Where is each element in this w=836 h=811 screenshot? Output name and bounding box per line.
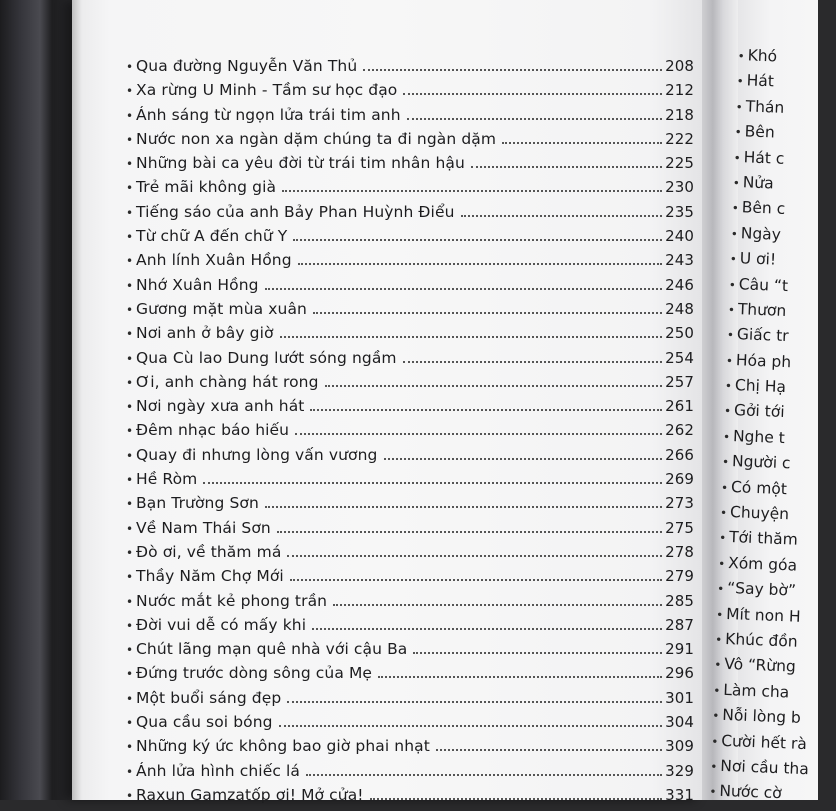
toc-entry-partial (720, 477, 819, 506)
bullet-icon: • (716, 581, 725, 597)
toc-entry (126, 567, 694, 591)
toc-entry-page: 275 (665, 518, 694, 537)
toc-entry (126, 689, 694, 713)
toc-entry (126, 737, 694, 761)
toc-entry-page: 218 (665, 105, 694, 124)
dot-leader (384, 458, 663, 460)
dot-leader (312, 628, 662, 630)
toc-entry-title: Mít non H (725, 604, 801, 626)
toc-entry-title: Xóm góa (727, 553, 798, 575)
toc-entry-title: Quay đi nhưng lòng vấn vương (136, 445, 378, 464)
toc-entry-title: Chị Hạ (734, 376, 787, 397)
toc-entry-partial (712, 706, 811, 735)
toc-entry-title: Câu “t (738, 274, 789, 295)
bullet-icon: • (126, 594, 134, 609)
toc-entry-partial (733, 147, 832, 176)
toc-entry-page: 296 (665, 664, 694, 683)
toc-entry-title: Thán (745, 97, 785, 117)
bullet-icon: • (126, 254, 134, 269)
toc-entry-title: Nơi cầu tha (720, 756, 810, 779)
toc-entry-page: 279 (665, 567, 694, 586)
toc-entry (126, 543, 694, 567)
toc-entry-partial (736, 71, 835, 100)
table-of-contents (126, 57, 694, 810)
bullet-icon: • (126, 400, 134, 415)
bullet-icon: • (735, 99, 744, 115)
bullet-icon: • (126, 157, 134, 172)
toc-entry-title: Nhớ Xuân Hồng (136, 275, 259, 294)
toc-entry-title: Tới thăm (728, 528, 799, 550)
toc-entry-partial (723, 401, 822, 430)
dot-leader (370, 798, 662, 800)
toc-entry-partial (721, 452, 820, 481)
toc-entry (126, 203, 694, 227)
dot-leader (293, 239, 662, 241)
bullet-icon: • (126, 205, 134, 220)
toc-entry-title: Nửa (742, 173, 775, 193)
bullet-icon: • (715, 607, 724, 622)
bullet-icon: • (126, 570, 134, 585)
bullet-icon: • (126, 327, 134, 342)
toc-entry-page: 329 (665, 761, 694, 780)
bullet-icon: • (710, 759, 718, 774)
toc-entry-title: Nước mắt kẻ phong trần (136, 591, 328, 610)
toc-entry-page: 257 (665, 372, 694, 391)
bullet-icon: • (737, 48, 745, 64)
dot-leader (413, 652, 662, 654)
toc-entry (126, 300, 694, 324)
toc-entry-partial (730, 224, 829, 253)
bullet-icon: • (711, 734, 719, 749)
toc-entry-page: 235 (665, 202, 694, 221)
bullet-icon: • (732, 175, 741, 191)
bullet-icon: • (126, 132, 134, 147)
toc-entry-title: Nỗi lòng b (721, 706, 802, 728)
bullet-icon: • (723, 404, 732, 419)
toc-entry-partial (709, 782, 808, 811)
bullet-icon: • (126, 788, 134, 803)
toc-entry-partial (710, 756, 809, 785)
toc-entry-title: Qua cầu soi bóng (136, 713, 273, 732)
dot-leader (403, 93, 662, 95)
toc-entry-page: 309 (665, 737, 694, 756)
toc-entry-page: 208 (665, 57, 694, 75)
dot-leader (378, 676, 662, 678)
toc-entry-title: Nơi anh ở bây giờ (136, 324, 274, 343)
toc-entry-page: 266 (665, 445, 694, 464)
toc-entry (126, 664, 694, 688)
dot-leader (363, 69, 662, 71)
toc-entry-title: Ánh sáng từ ngọn lửa trái tim anh (136, 105, 401, 124)
toc-entry-title: Từ chữ A đến chữ Y (136, 227, 288, 246)
toc-entry (126, 106, 694, 130)
toc-entry-partial (728, 274, 827, 303)
bullet-icon: • (721, 454, 730, 470)
dot-leader (313, 312, 662, 314)
toc-entry-page: 291 (665, 640, 694, 659)
bullet-icon: • (126, 473, 134, 488)
toc-entry-title: Giấc tr (736, 325, 789, 346)
toc-entry-partial (722, 427, 821, 456)
bullet-icon: • (709, 784, 717, 800)
toc-entry-title: Khúc đồn (724, 629, 798, 651)
toc-entry-title: Chuyện (729, 503, 790, 524)
bullet-icon: • (126, 375, 134, 390)
dot-leader (325, 385, 663, 387)
toc-entry (126, 616, 694, 640)
dot-leader (471, 166, 662, 168)
toc-entry-page: 331 (665, 785, 694, 804)
bullet-icon: • (725, 353, 734, 368)
dot-leader (306, 774, 662, 776)
toc-entry-title: Vô “Rừng (723, 655, 797, 677)
toc-entry-title: Qua đường Nguyễn Văn Thủ (136, 57, 358, 75)
bullet-icon: • (722, 429, 731, 444)
right-page (709, 0, 818, 803)
bullet-icon: • (126, 691, 134, 706)
bullet-icon: • (730, 226, 739, 241)
bullet-icon: • (733, 150, 742, 165)
toc-entry-partial (711, 731, 810, 760)
toc-entry-title: Anh lính Xuân Hồng (136, 251, 292, 270)
bullet-icon: • (126, 643, 134, 658)
bullet-icon: • (719, 505, 728, 520)
toc-entry-page: 212 (665, 81, 694, 100)
toc-entry-title: Nước cờ (719, 782, 783, 803)
toc-entry-page: 261 (665, 397, 694, 416)
bullet-icon: • (712, 683, 721, 698)
toc-entry-partial (718, 553, 817, 582)
toc-entry-partial (724, 376, 823, 405)
bullet-icon: • (126, 716, 134, 731)
toc-entry-title: Gương mặt mùa xuân (136, 299, 307, 318)
dot-leader (298, 263, 662, 265)
toc-entry (126, 786, 694, 810)
toc-entry-title: Hát (746, 71, 775, 91)
toc-entry-page: 254 (665, 348, 694, 367)
bullet-icon: • (126, 84, 134, 99)
toc-entry-page: 285 (665, 591, 694, 610)
toc-entry (126, 81, 694, 105)
dot-leader (265, 506, 662, 508)
toc-entry-title: Những ký ức không bao giờ phai nhạt (136, 737, 430, 756)
toc-entry (126, 227, 694, 251)
toc-entry (126, 154, 694, 178)
dot-leader (403, 361, 662, 363)
toc-entry (126, 519, 694, 543)
bullet-icon: • (126, 278, 134, 293)
toc-entry (126, 713, 694, 737)
toc-entry-title: Ánh lửa hình chiếc lá (136, 761, 300, 780)
toc-entry (126, 251, 694, 275)
toc-entry-partial (729, 249, 828, 278)
dot-leader (265, 288, 662, 290)
dot-leader (436, 749, 662, 751)
toc-entry-page: 243 (665, 251, 694, 270)
toc-entry-title: Hề Ròm (136, 470, 198, 489)
dot-leader (295, 433, 662, 435)
dot-leader (287, 555, 662, 557)
bullet-icon: • (126, 108, 134, 123)
dot-leader (290, 579, 662, 581)
toc-entry-partial (726, 325, 825, 354)
toc-entry (126, 178, 694, 202)
bullet-icon: • (729, 251, 738, 267)
toc-entry-title: Gởi tới (733, 401, 785, 422)
toc-entry-title: Hát c (743, 147, 785, 168)
dot-leader (280, 336, 663, 338)
bullet-icon: • (126, 302, 134, 317)
toc-entry-title: Nước non xa ngàn dặm chúng ta đi ngàn dặm (136, 129, 497, 148)
bullet-icon: • (736, 74, 744, 89)
bullet-icon: • (126, 60, 134, 74)
toc-entry-partial (713, 680, 812, 709)
toc-entry-title: Đời vui dễ có mấy khi (136, 615, 307, 634)
toc-entry-partial (716, 604, 815, 633)
bullet-icon: • (126, 181, 134, 196)
dot-leader (203, 482, 662, 484)
toc-entry-title: Những bài ca yêu đời từ trái tim nhân hậu (136, 154, 465, 173)
toc-entry (126, 470, 694, 494)
toc-entry (126, 349, 694, 373)
toc-entry (126, 397, 694, 421)
toc-entry-title: Bên c (741, 198, 786, 219)
toc-entry-title: Nghe t (732, 426, 786, 447)
bullet-icon: • (126, 764, 134, 779)
bullet-icon: • (728, 277, 737, 292)
bullet-icon: • (126, 351, 134, 366)
toc-entry-page: 304 (665, 713, 694, 732)
toc-entry-title: Bạn Trường Sơn (136, 494, 259, 513)
bullet-icon: • (126, 740, 134, 755)
toc-entry-title: “Say bờ” (726, 579, 797, 600)
toc-entry-page: 262 (665, 421, 694, 440)
toc-entry-page: 278 (665, 542, 694, 561)
toc-entry (126, 421, 694, 445)
toc-entry-partial (735, 97, 834, 126)
toc-entry-title: Hóa ph (735, 350, 792, 371)
dot-leader (461, 215, 663, 217)
bullet-icon: • (714, 632, 723, 647)
bullet-icon: • (734, 125, 743, 140)
toc-entry (126, 324, 694, 348)
bullet-icon: • (126, 424, 134, 439)
toc-entry-page: 246 (665, 275, 694, 294)
toc-entry-title: Thươn (737, 300, 787, 320)
toc-entry-title: Bên (744, 122, 776, 142)
toc-entry-title: Một buổi sáng đẹp (136, 688, 282, 707)
bullet-icon: • (724, 378, 733, 394)
toc-entry-page: 287 (665, 615, 694, 634)
dot-leader (310, 409, 662, 411)
toc-entry-title: Chút lãng mạn quê nhà với cậu Ba (136, 640, 408, 659)
bullet-icon: • (726, 328, 735, 343)
toc-entry-partial (714, 655, 813, 684)
dot-leader (333, 604, 662, 606)
bullet-icon: • (727, 302, 736, 317)
toc-entry-partial (719, 503, 818, 532)
bullet-icon: • (712, 708, 720, 723)
dot-leader (279, 725, 662, 727)
dot-leader (407, 118, 662, 120)
toc-entry-title: Khó (747, 46, 778, 66)
toc-entry-partial (719, 528, 818, 557)
toc-entry-partial (734, 122, 833, 151)
toc-entry-page: 301 (665, 688, 694, 707)
toc-entry-title: Thầy Năm Chợ Mới (136, 567, 284, 586)
toc-entry-page: 248 (665, 299, 694, 318)
toc-entry (126, 57, 694, 81)
toc-entry-partial (717, 579, 816, 608)
bullet-icon: • (126, 545, 134, 560)
toc-entry-partial (732, 173, 831, 202)
toc-entry-title: Người c (731, 452, 791, 473)
toc-entry (126, 494, 694, 518)
bullet-icon: • (126, 521, 134, 536)
toc-entry-page: 225 (665, 154, 694, 173)
bullet-icon: • (720, 480, 729, 495)
bullet-icon: • (126, 618, 134, 633)
toc-entry-partial (731, 198, 830, 227)
bullet-icon: • (126, 497, 134, 512)
toc-entry-title: Qua Cù lao Dung lướt sóng ngầm (136, 348, 397, 367)
toc-entry (126, 130, 694, 154)
toc-entry-title: Trẻ mãi không già (136, 178, 277, 197)
toc-entry-title: U ơi! (739, 249, 777, 269)
bullet-icon: • (126, 448, 134, 463)
toc-entry-title: Nơi ngày xưa anh hát (136, 397, 305, 416)
bullet-icon: • (126, 230, 134, 245)
toc-entry (126, 373, 694, 397)
toc-entry-title: Raxun Gamzatốp ơi! Mở cửa! (136, 785, 364, 804)
toc-entry (126, 276, 694, 300)
toc-entry-partial (727, 300, 826, 329)
toc-entry-title: Tiếng sáo của anh Bảy Phan Huỳnh Điểu (136, 202, 455, 221)
toc-entry-partial (715, 630, 814, 659)
toc-entry (126, 592, 694, 616)
toc-entry-title: Đứng trước dòng sông của Mẹ (136, 664, 373, 683)
bullet-icon: • (731, 201, 740, 216)
toc-entry (126, 446, 694, 470)
toc-entry-title: Đêm nhạc báo hiếu (136, 421, 290, 440)
toc-entry-page: 269 (665, 470, 694, 489)
toc-entry-page: 240 (665, 227, 694, 246)
toc-entry-page: 250 (665, 324, 694, 343)
dot-leader (282, 190, 662, 192)
toc-entry-partial (737, 46, 836, 75)
toc-entry-page: 222 (665, 129, 694, 148)
toc-entry-page: 273 (665, 494, 694, 513)
toc-entry-title: Ngày (740, 223, 782, 244)
dot-leader (277, 531, 662, 533)
toc-entry-page: 230 (665, 178, 694, 197)
bullet-icon: • (718, 531, 727, 546)
toc-entry-title: Đò ơi, về thăm má (136, 542, 282, 561)
toc-entry-title: Có một (730, 477, 788, 498)
toc-entry (126, 762, 694, 786)
toc-entry-title: Cười hết rà (720, 731, 808, 753)
bullet-icon: • (126, 667, 134, 682)
toc-entry-title: Về Nam Thái Sơn (136, 518, 271, 537)
bullet-icon: • (713, 657, 722, 673)
toc-entry (126, 640, 694, 664)
bullet-icon: • (717, 556, 726, 571)
toc-entry-partial (725, 350, 824, 379)
toc-entry-title: Làm cha (722, 680, 790, 702)
toc-entry-title: Xa rừng U Minh - Tầm sư học đạo (136, 81, 398, 100)
dot-leader (502, 142, 662, 144)
dot-leader (287, 701, 662, 703)
left-page (72, 0, 702, 804)
toc-entry-title: Ơi, anh chàng hát rong (136, 372, 319, 391)
